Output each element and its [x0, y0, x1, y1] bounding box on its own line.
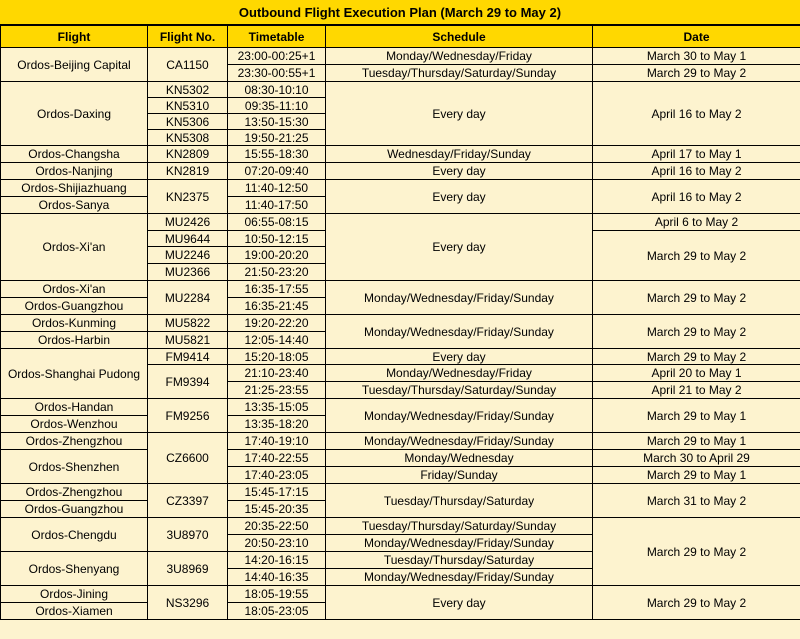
timetable-cell: 08:30-10:10: [228, 82, 326, 98]
flight-no-cell: MU2366: [148, 264, 228, 281]
route-cell: Ordos-Shenzhen: [1, 450, 148, 484]
header-timetable: Timetable: [228, 26, 326, 48]
flight-no-cell: KN5306: [148, 114, 228, 130]
timetable-cell: 14:20-16:15: [228, 552, 326, 569]
timetable-cell: 18:05-23:05: [228, 603, 326, 620]
timetable-cell: 12:05-14:40: [228, 332, 326, 349]
schedule-cell: Every day: [326, 180, 593, 214]
timetable-cell: 15:45-20:35: [228, 501, 326, 518]
table-row: [1, 450, 800, 467]
route-cell: Ordos-Xi'an: [1, 214, 148, 281]
schedule-cell: Monday/Wednesday/Friday/Sunday: [326, 569, 593, 586]
timetable-cell: 19:00-20:20: [228, 247, 326, 264]
schedule-cell: Tuesday/Thursday/Saturday: [326, 552, 593, 569]
route-cell: Ordos-Kunming: [1, 315, 148, 332]
timetable-cell: 21:25-23:55: [228, 382, 326, 399]
table-row: [1, 349, 800, 365]
timetable-cell: 17:40-22:55: [228, 450, 326, 467]
date-cell: March 29 to May 2: [593, 518, 800, 586]
schedule-cell: Monday/Wednesday/Friday/Sunday: [326, 399, 593, 433]
timetable-cell: 15:55-18:30: [228, 146, 326, 163]
date-cell: March 29 to May 2: [593, 586, 800, 620]
table-row: [1, 433, 800, 450]
date-cell: March 29 to May 2: [593, 281, 800, 315]
flight-no-cell: CZ6600: [148, 433, 228, 484]
schedule-cell: Tuesday/Thursday/Saturday/Sunday: [326, 382, 593, 399]
route-cell: Ordos-Sanya: [1, 197, 148, 214]
flight-no-cell: 3U8970: [148, 518, 228, 552]
route-cell: Ordos-Guangzhou: [1, 298, 148, 315]
date-cell: April 6 to May 2: [593, 214, 800, 231]
date-cell: April 16 to May 2: [593, 180, 800, 214]
date-cell: March 30 to April 29: [593, 450, 800, 467]
table-row: [1, 48, 800, 65]
route-cell: Ordos-Shenyang: [1, 552, 148, 586]
flight-no-cell: MU5822: [148, 315, 228, 332]
route-cell: Ordos-Xiamen: [1, 603, 148, 620]
route-cell: Ordos-Handan: [1, 399, 148, 416]
flight-no-cell: KN2375: [148, 180, 228, 214]
table-row: [1, 214, 800, 231]
table-row: [1, 281, 800, 298]
route-cell: Ordos-Xi'an: [1, 281, 148, 298]
flight-no-cell: FM9256: [148, 399, 228, 433]
table-body: [1, 48, 800, 620]
header-schedule: Schedule: [326, 26, 593, 48]
timetable-cell: 11:40-17:50: [228, 197, 326, 214]
flight-no-cell: MU2426: [148, 214, 228, 231]
flight-no-cell: KN2809: [148, 146, 228, 163]
route-cell: Ordos-Wenzhou: [1, 416, 148, 433]
timetable-cell: 07:20-09:40: [228, 163, 326, 180]
table-row: [1, 180, 800, 197]
flight-no-cell: MU2246: [148, 247, 228, 264]
flight-no-cell: CA1150: [148, 48, 228, 82]
timetable-cell: 15:20-18:05: [228, 349, 326, 365]
schedule-cell: Every day: [326, 82, 593, 146]
date-cell: March 29 to May 2: [593, 231, 800, 281]
table-row: [1, 146, 800, 163]
timetable-cell: 18:05-19:55: [228, 586, 326, 603]
schedule-cell: Tuesday/Thursday/Saturday/Sunday: [326, 518, 593, 535]
flight-no-cell: 3U8969: [148, 552, 228, 586]
flight-no-cell: KN2819: [148, 163, 228, 180]
route-cell: Ordos-Changsha: [1, 146, 148, 163]
table-row: [1, 586, 800, 603]
route-cell: Ordos-Jining: [1, 586, 148, 603]
table-row: [1, 315, 800, 332]
schedule-cell: Monday/Wednesday: [326, 450, 593, 467]
schedule-cell: Monday/Wednesday/Friday/Sunday: [326, 281, 593, 315]
schedule-cell: Wednesday/Friday/Sunday: [326, 146, 593, 163]
timetable-cell: 19:50-21:25: [228, 130, 326, 146]
schedule-cell: Monday/Wednesday/Friday/Sunday: [326, 433, 593, 450]
timetable-cell: 19:20-22:20: [228, 315, 326, 332]
date-cell: April 17 to May 1: [593, 146, 800, 163]
route-cell: Ordos-Chengdu: [1, 518, 148, 552]
timetable-cell: 20:35-22:50: [228, 518, 326, 535]
flight-no-cell: KN5308: [148, 130, 228, 146]
date-cell: April 16 to May 2: [593, 163, 800, 180]
table-row: [1, 518, 800, 535]
schedule-cell: Every day: [326, 586, 593, 620]
timetable-cell: 23:00-00:25+1: [228, 48, 326, 65]
schedule-cell: Every day: [326, 163, 593, 180]
timetable-cell: 21:10-23:40: [228, 365, 326, 382]
schedule-cell: Monday/Wednesday/Friday/Sunday: [326, 315, 593, 349]
date-cell: March 30 to May 1: [593, 48, 800, 65]
schedule-cell: Tuesday/Thursday/Saturday: [326, 484, 593, 518]
timetable-cell: 09:35-11:10: [228, 98, 326, 114]
route-cell: Ordos-Zhengzhou: [1, 433, 148, 450]
route-cell: Ordos-Daxing: [1, 82, 148, 146]
timetable-cell: 10:50-12:15: [228, 231, 326, 247]
route-cell: Ordos-Zhengzhou: [1, 484, 148, 501]
date-cell: March 29 to May 1: [593, 467, 800, 484]
header-flight-no: Flight No.: [148, 26, 228, 48]
timetable-cell: 13:50-15:30: [228, 114, 326, 130]
route-cell: Ordos-Shanghai Pudong: [1, 349, 148, 399]
date-cell: April 20 to May 1: [593, 365, 800, 382]
date-cell: March 29 to May 2: [593, 315, 800, 349]
timetable-cell: 16:35-21:45: [228, 298, 326, 315]
schedule-cell: Friday/Sunday: [326, 467, 593, 484]
route-cell: Ordos-Shijiazhuang: [1, 180, 148, 197]
flight-no-cell: NS3296: [148, 586, 228, 620]
timetable-cell: 11:40-12:50: [228, 180, 326, 197]
route-cell: Ordos-Beijing Capital: [1, 48, 148, 82]
header-row: [1, 26, 800, 48]
timetable-cell: 20:50-23:10: [228, 535, 326, 552]
schedule-cell: Tuesday/Thursday/Saturday/Sunday: [326, 65, 593, 82]
flight-no-cell: FM9414: [148, 349, 228, 365]
schedule-cell: Monday/Wednesday/Friday/Sunday: [326, 535, 593, 552]
date-cell: April 21 to May 2: [593, 382, 800, 399]
timetable-cell: 13:35-18:20: [228, 416, 326, 433]
schedule-cell: Every day: [326, 349, 593, 365]
header-flight: Flight: [1, 26, 148, 48]
timetable-cell: 13:35-15:05: [228, 399, 326, 416]
timetable-cell: 17:40-23:05: [228, 467, 326, 484]
flight-no-cell: MU9644: [148, 231, 228, 247]
schedule-cell: Monday/Wednesday/Friday: [326, 48, 593, 65]
timetable-cell: 21:50-23:20: [228, 264, 326, 281]
table-row: [1, 82, 800, 98]
flight-no-cell: FM9394: [148, 365, 228, 399]
timetable-cell: 16:35-17:55: [228, 281, 326, 298]
table-row: [1, 399, 800, 416]
date-cell: March 29 to May 2: [593, 65, 800, 82]
timetable-cell: 14:40-16:35: [228, 569, 326, 586]
timetable-cell: 06:55-08:15: [228, 214, 326, 231]
flight-no-cell: MU2284: [148, 281, 228, 315]
flight-no-cell: MU5821: [148, 332, 228, 349]
date-cell: March 29 to May 1: [593, 399, 800, 433]
flight-no-cell: KN5302: [148, 82, 228, 98]
timetable-cell: 17:40-19:10: [228, 433, 326, 450]
table-row: [1, 484, 800, 501]
table-row: [1, 163, 800, 180]
header-date: Date: [593, 26, 800, 48]
timetable-cell: 23:30-00:55+1: [228, 65, 326, 82]
flight-no-cell: KN5310: [148, 98, 228, 114]
flight-table: [0, 25, 800, 620]
flight-no-cell: CZ3397: [148, 484, 228, 518]
date-cell: March 29 to May 1: [593, 433, 800, 450]
route-cell: Ordos-Harbin: [1, 332, 148, 349]
route-cell: Ordos-Guangzhou: [1, 501, 148, 518]
schedule-cell: Monday/Wednesday/Friday: [326, 365, 593, 382]
timetable-cell: 15:45-17:15: [228, 484, 326, 501]
date-cell: March 29 to May 2: [593, 349, 800, 365]
sheet-title: Outbound Flight Execution Plan (March 29 to May 2): [0, 0, 800, 25]
date-cell: April 16 to May 2: [593, 82, 800, 146]
date-cell: March 31 to May 2: [593, 484, 800, 518]
route-cell: Ordos-Nanjing: [1, 163, 148, 180]
schedule-cell: Every day: [326, 214, 593, 281]
